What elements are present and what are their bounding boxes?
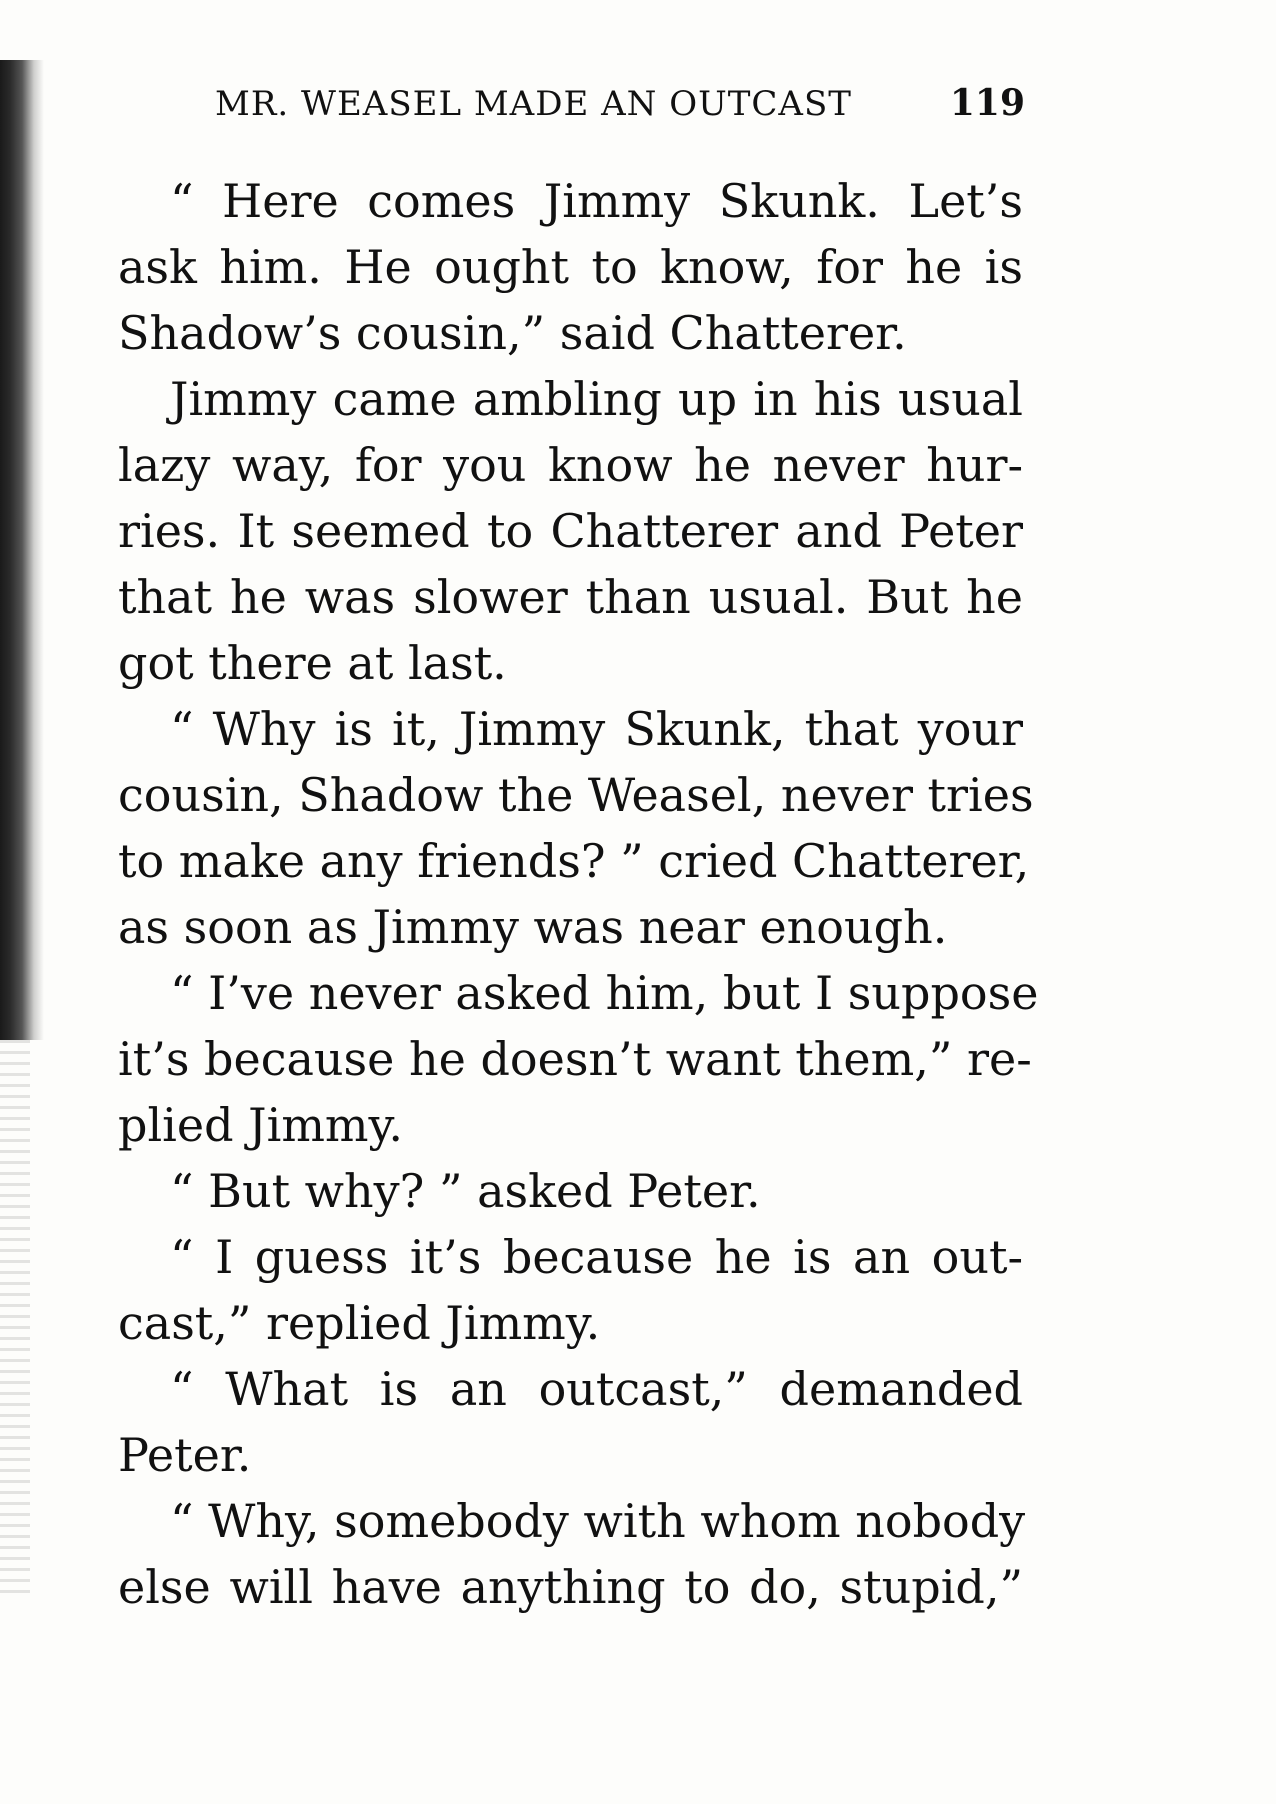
text-line: lazy way, for you know he never hur-: [118, 438, 1023, 492]
text-line: got there at last.: [118, 636, 507, 690]
text-line: “ What is an outcast,” demanded: [170, 1362, 1023, 1416]
chapter-title: MR. WEASEL MADE AN OUTCAST: [215, 84, 852, 124]
running-head: [215, 82, 1025, 132]
binding-speckle: [0, 1040, 30, 1600]
binding-shadow: [0, 60, 44, 1040]
text-line: “ Here comes Jimmy Skunk. Let’s: [170, 174, 1023, 228]
text-line: “ Why, somebody with whom nobody: [170, 1494, 1026, 1548]
text-line: ries. It seemed to Chatterer and Peter: [118, 504, 1023, 558]
text-line: Peter.: [118, 1428, 252, 1482]
text-line: that he was slower than usual. But he: [118, 570, 1023, 624]
text-line: ask him. He ought to know, for he is: [118, 240, 1023, 294]
text-line: as soon as Jimmy was near enough.: [118, 900, 948, 954]
page-number: 119: [949, 82, 1025, 124]
text-line: Shadow’s cousin,” said Chatterer.: [118, 306, 907, 360]
text-line: cousin, Shadow the Weasel, never tries: [118, 768, 1034, 822]
text-line: else will have anything to do, stupid,”: [118, 1560, 1023, 1614]
text-line: “ But why? ” asked Peter.: [170, 1164, 761, 1218]
text-line: “ Why is it, Jimmy Skunk, that your: [170, 702, 1023, 756]
text-line: to make any friends? ” cried Chatterer,: [118, 834, 1030, 888]
text-line: Jimmy came ambling up in his usual: [170, 372, 1023, 426]
body-text: [118, 168, 1039, 1620]
text-line: “ I guess it’s because he is an out-: [170, 1230, 1023, 1284]
text-line: plied Jimmy.: [118, 1098, 404, 1152]
text-line: “ I’ve never asked him, but I suppose: [170, 966, 1039, 1020]
text-line: it’s because he doesn’t want them,” re-: [118, 1032, 1032, 1086]
text-line: cast,” replied Jimmy.: [118, 1296, 601, 1350]
